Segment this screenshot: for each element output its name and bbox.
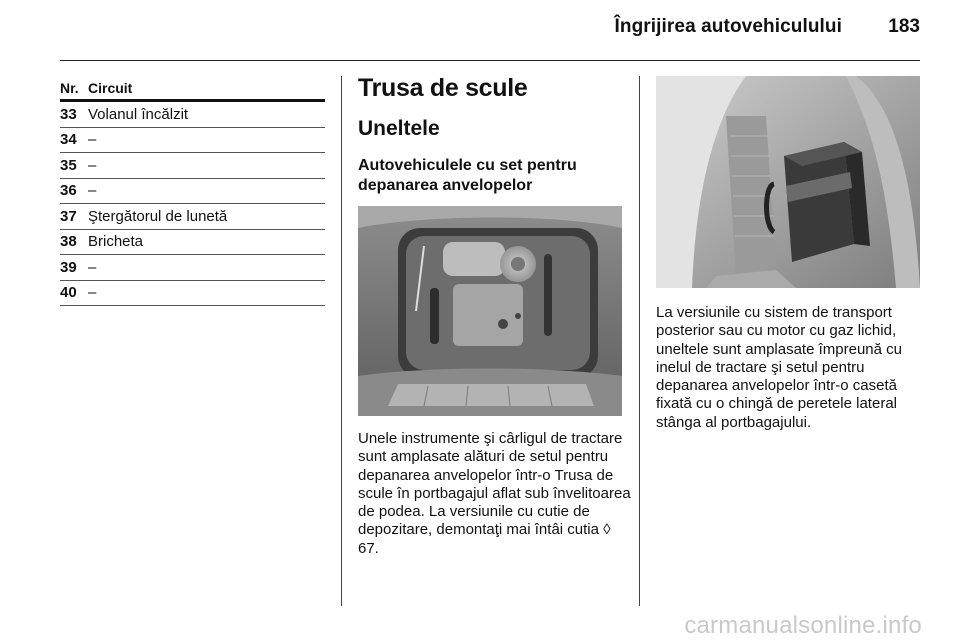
fuse-table (60, 80, 325, 306)
column-header-number: Nr. (60, 80, 79, 96)
fuse-circuit: Volanul încălzit (88, 105, 189, 123)
fuse-circuit: – (88, 182, 97, 200)
table-row (60, 102, 325, 128)
section-subtitle: Uneltele (358, 117, 440, 140)
page-number: 183 (888, 16, 920, 37)
fuse-number: 35 (60, 156, 77, 174)
fuse-circuit: Ştergătorul de lunetă (88, 207, 228, 225)
table-row (60, 230, 325, 256)
fuse-circuit: – (88, 258, 97, 276)
header-rule (60, 60, 920, 61)
column-header-circuit: Circuit (88, 80, 133, 96)
table-row (60, 128, 325, 154)
fuse-number: 34 (60, 131, 77, 149)
fuse-table-header (60, 80, 325, 102)
paragraph-toolkit-case: La versiunile cu sistem de transport posterior sau cu motor cu gaz lichid, uneltele sunt amplasate împreună cu inelul de tractare şi setul pentru depanarea anvelopelor într-o casetă fixată cu o chingă de peretele lateral stânga al portbagajului. (656, 304, 902, 431)
column-divider-left (341, 76, 342, 606)
paragraph-toolkit-location: Unele instrumente şi cârligul de tractare sunt amplasate alături de setul pentru depanarea anvelopelor într-o Trusa de scule în portbagajul aflat sub învelitoarea de podea. La versiunile cu cutie de depozitare, demontaţi mai întâi cutia ◊ 67. (358, 430, 631, 557)
fuse-number: 36 (60, 182, 77, 200)
fuse-circuit: – (88, 284, 97, 302)
toolkit-under-floor-photo (358, 206, 622, 416)
column-divider-right (639, 76, 640, 606)
table-row (60, 153, 325, 179)
fuse-number: 38 (60, 233, 77, 251)
watermark: carmanualsonline.info (684, 612, 922, 639)
fuse-circuit: – (88, 156, 97, 174)
fuse-circuit: – (88, 131, 97, 149)
section-title: Trusa de scule (358, 74, 528, 102)
fuse-number: 39 (60, 258, 77, 276)
table-row (60, 255, 325, 281)
table-row (60, 281, 325, 307)
fuse-circuit: Bricheta (88, 233, 144, 251)
table-row (60, 204, 325, 230)
toolkit-case-side-wall-photo (656, 76, 920, 288)
fuse-number: 37 (60, 207, 77, 225)
section-subsubtitle: Autovehiculele cu set pentru depanarea anvelopelor (358, 157, 577, 194)
fuse-number: 33 (60, 105, 77, 123)
page-header-title: Îngrijirea autovehiculului (614, 16, 842, 37)
table-row (60, 179, 325, 205)
fuse-number: 40 (60, 284, 77, 302)
